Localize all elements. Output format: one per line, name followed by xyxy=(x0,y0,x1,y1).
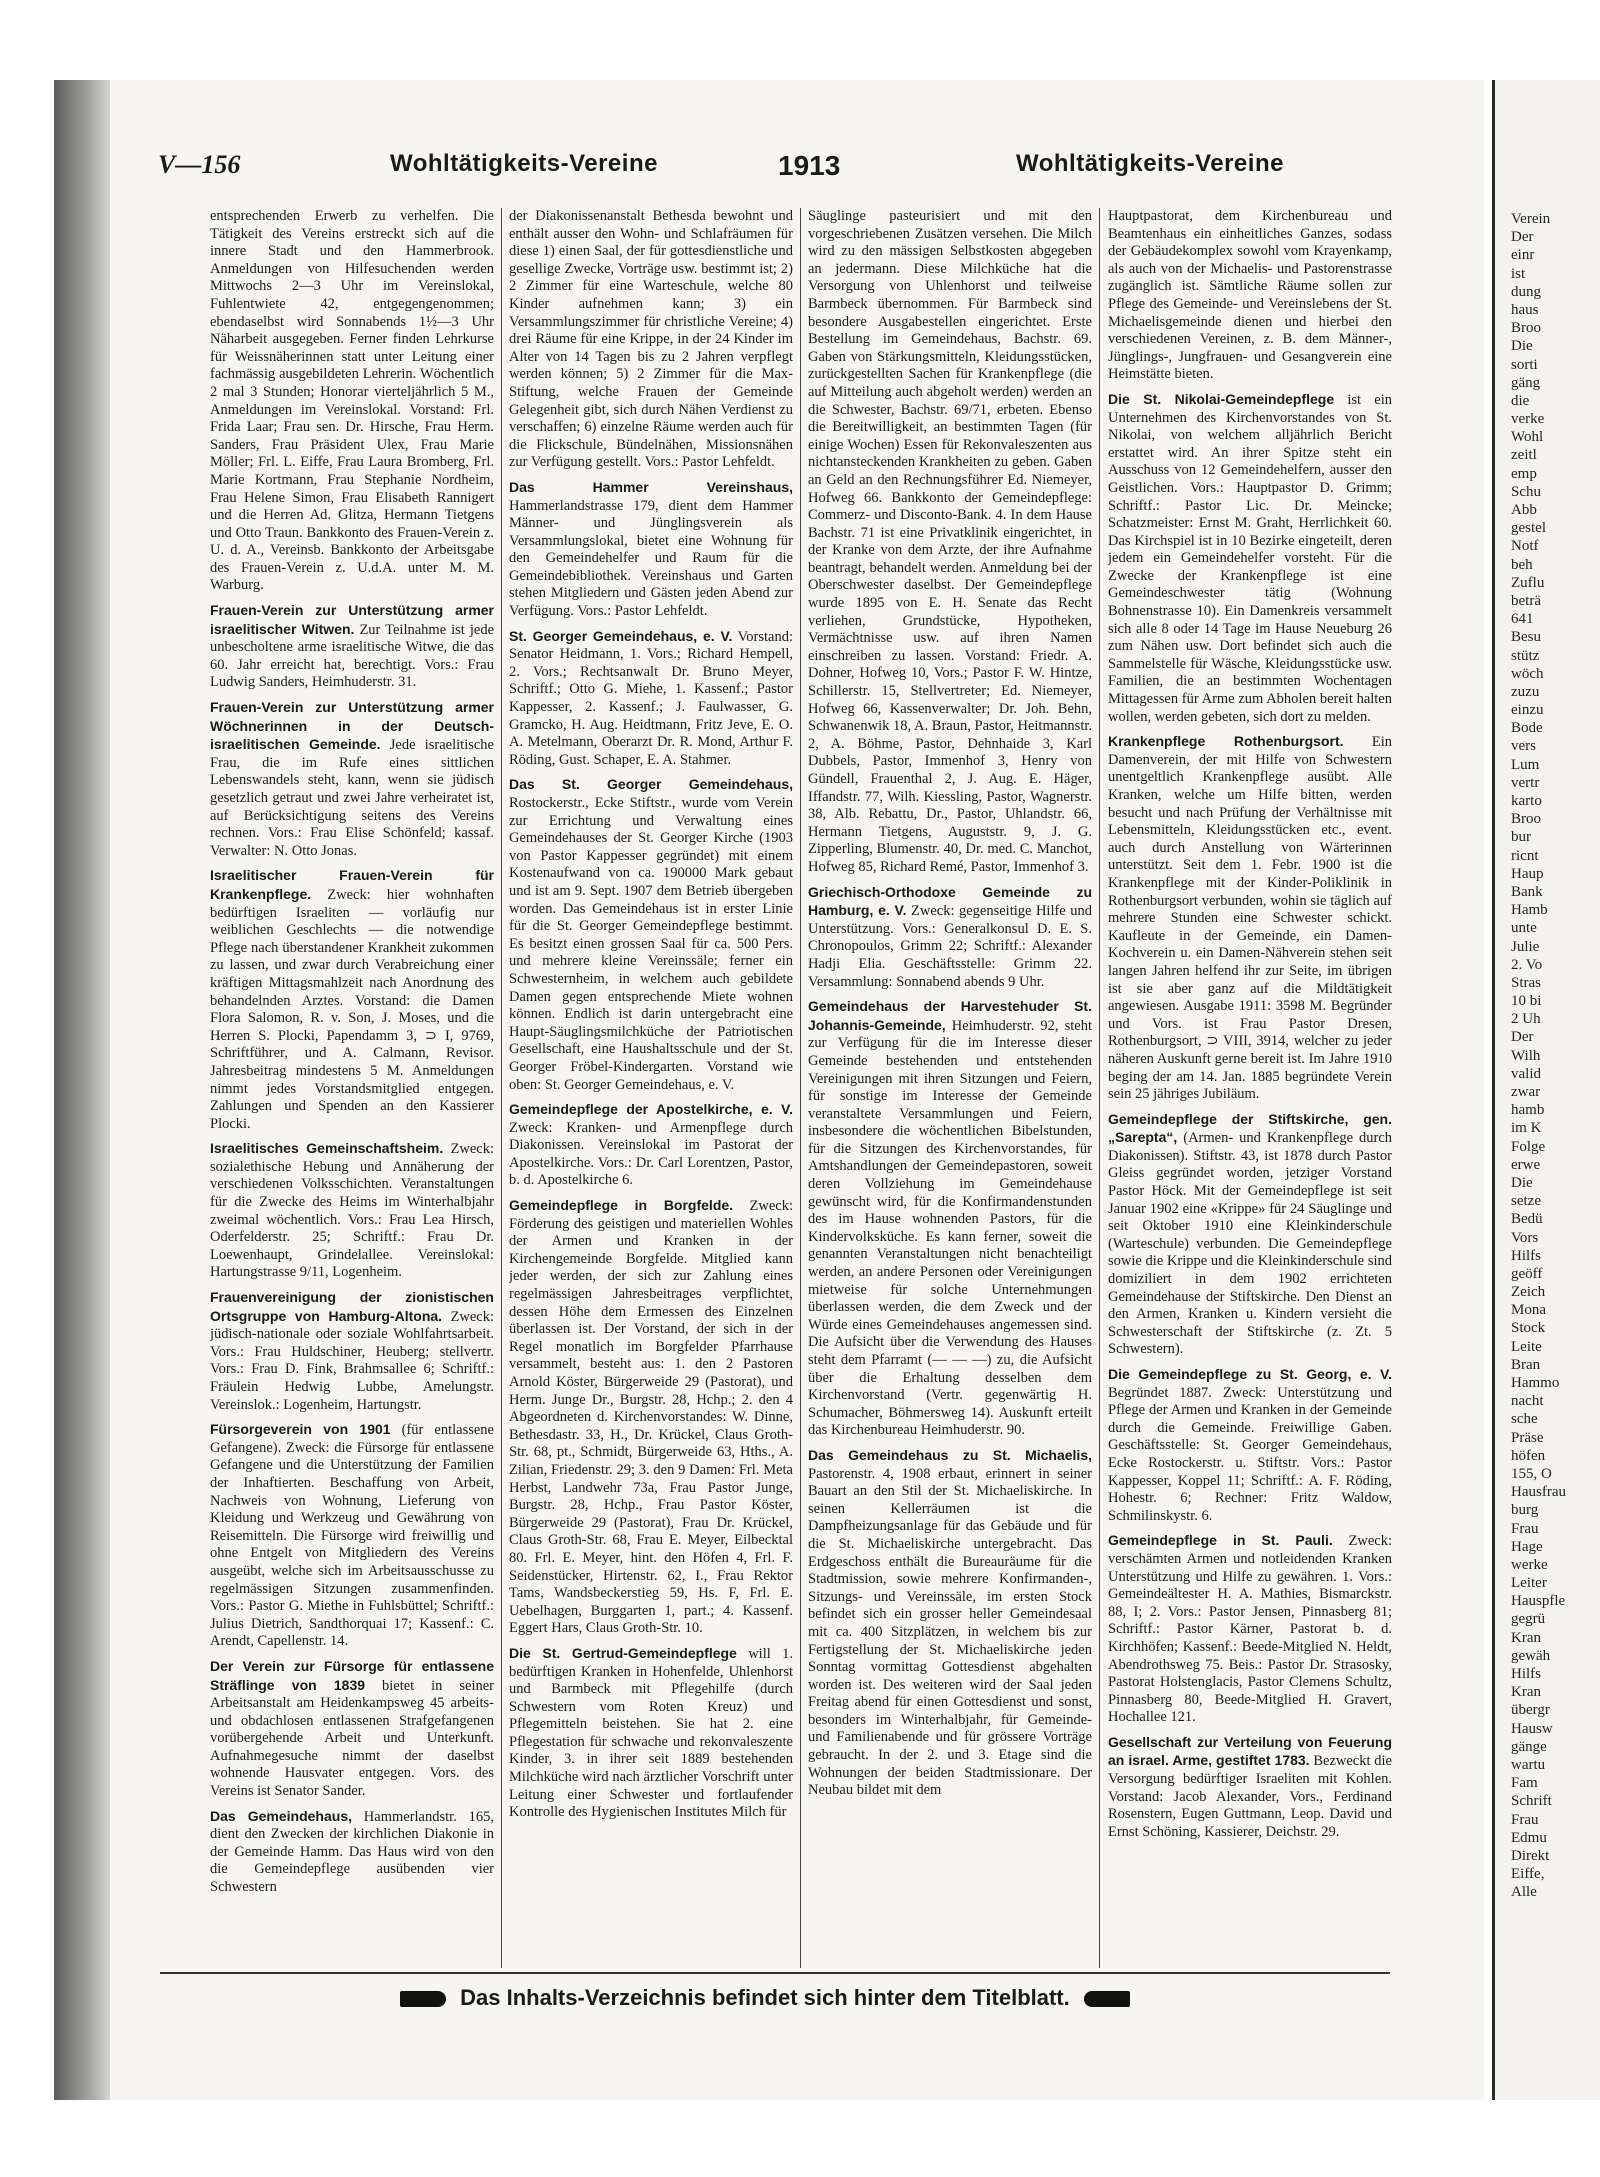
adjacent-page-fragment: Leiter xyxy=(1511,1575,1547,1592)
adjacent-page-fragment: Notf xyxy=(1511,538,1539,555)
entry-name: Gemeindepflege der Stiftskirche, gen. „Sarepta“, xyxy=(1108,1110,1392,1146)
entry-text: Zweck: Förderung des geistigen und materiellen Wohles der Armen und Kranken in der Kirchengemeinde Borgfelde. Mitglied kann jeder werden, der sich zur Zahlung eines regelmässigen Jahresbeitrages verpflichtet, dessen Höhe dem Ermessen des Einzelnen überlassen ist. Der Vorstand, der sich in der Regel monatlich im Borgfelder Pfarrhause versammelt, besteht aus: 1. den 2 Pastoren Arnold Köster, Bürgerweide 29 (Pastorat), und Herm. Junge Dr., Burgstr. 28, Hchp.; 2. den 4 Abgeordneten d. Kirchenvorstandes: W. Dinne, Bethesdastr. 33, H., Dr. Krückel, Claus Groth-Str. 68, pt., Schmidt, Bürgerweide 63, Hths., A. Zilian, Friedenstr. 29; 3. den 9 Damen: Frl. Meta Herbst, Landwehr 73a, Frau Pastor Junge, Burgstr. 28, Hchp., Frau Pastor Köster, Bürgerweide 29 (Pastorat), Frau Dr. Krückel, Claus Groth-Str. 68, Frau E. Meyer, Eilbecktal 80. Frl. E. Meyer, hint. den Höfen 4, Frl. F. Seidenstücker, Hirtenstr. 62, I., Frau Rektor Tams, Wandsbeckerstieg 59, Hs. F, Frl. E. Uebelhagen, Burggarten 1, part.; 4. Kassenf. Eggert Hars, Claus Groth-Str. 10. xyxy=(509,1198,793,1637)
entry-text: Zweck: hier wohnhaften bedürftigen Israeliten — vorläufig nur weiblichen Geschlechts — die notwendige Pflege nach überstandener Krankheit zukommen zu lassen, und zwar durch Verabreichung einer kräftigen Mittagsmahlzeit nach Anordnung des behandelnden Arztes. Vorstand: die Damen Flora Salomon, R. v. Son, J. Moses, und die Herren S. Plocki, Papendamm 3, ⊃ I, 9769, Schriftführer, und A. Calmann, Revisor. Jahresbeitrag mindestens 5 M. Anmeldungen nimmt jedes Vorstandsmitglied entgegen. Zahlungen und Spenden an den Kassierer Plocki. xyxy=(210,886,494,1132)
section-title-right: Wohltätigkeits-Vereine xyxy=(1016,150,1284,177)
adjacent-page-fragment: Der xyxy=(1511,229,1534,246)
adjacent-page-fragment: Stock xyxy=(1511,1320,1546,1337)
adjacent-page-fragment: Kran xyxy=(1511,1629,1541,1646)
adjacent-page-fragment: Besu xyxy=(1511,629,1541,646)
entry-name: Gemeindepflege in St. Pauli. xyxy=(1108,1532,1333,1549)
entry-text: Ein Damenverein, der mit Hilfe von Schwestern unentgeltlich Krankenpflege ausübt. Alle Kranken, welche um Hilfe bitten, werden besucht und nach Prüfung der Verhältnisse mit Lebensmitteln, Kleidungsstücken etc., event. auch durch Anstellung von Wärterinnen unterstützt. Seit dem 1. Febr. 1900 ist die Krankenpflege mit der Kinder-Poliklinik in Rothenburgsort verbunden, wohin sie täglich auf mehrere Stunden eine Schwester schickt. Kaufleute in der Gemeinde, ein Damen-Kochverein u. ein Damen-Nähverein stehen seit langen Jahren helfend ihr zur Seite, im übrigen ist sie aber ganz auf die Mildtätigkeit angewiesen. Ausgabe 1911: 3598 M. Begründer und Vors. ist Frau Pastor Dresen, Rothenburgsort, ⊃ VIII, 3914, welcher zu jeder näheren Auskunft gerne bereit ist. Im Jahre 1910 beging der am 14. Jan. 1885 begründete Verein sein 25 jähriges Jubiläum. xyxy=(1108,734,1392,1103)
entry-text: ist ein Unternehmen des Kirchenvorstandes von St. Nikolai, von welchem alljährlich Bericht erstattet wird. An ihrer Spitze steht ein Ausschuss von 12 Gemeindehelfern, ausser den Geistlichen. Vors.: Hauptpastor D. Grimm; Schriftf.: Pastor Lic. Dr. Meincke; Schatzmeister: Ernst M. Graht, Herrlichkeit 60. Das Kirchspiel ist in 10 Bezirke eingeteilt, deren jedem ein Gemeindehelfer vorsteht. Für die Zwecke der Krankenpflege ist eine Gemeindeschwester tätig (Wohnung Bohnenstrasse 10). Ein Damenkreis versammelt sich alle 8 oder 14 Tage im Hause Neueburg 26 zum Nähen usw. Dort befindet sich auch die Sammelstelle für Wäsche, Kleidungsstücke usw. Familien, die an bestimmten Wochentagen Mittagessen für Arme zum Abholen bereit halten wollen, werden gebeten, sich dort zu melden. xyxy=(1108,391,1392,725)
section-title-left: Wohltätigkeits-Vereine xyxy=(390,150,658,177)
footer-note xyxy=(400,1985,1130,2011)
footer-rule xyxy=(160,1972,1390,1974)
directory-entry xyxy=(1108,391,1392,726)
directory-entry xyxy=(210,1289,494,1414)
directory-entry xyxy=(210,1658,494,1801)
entry-name: Frauen-Verein zur Unterstützung armer Wöchnerinnen in der Deutsch-israelitischen Gemeinde. xyxy=(210,699,494,753)
adjacent-page-fragment: sche xyxy=(1511,1411,1538,1428)
adjacent-page-fragment: Hausfrau xyxy=(1511,1484,1566,1501)
adjacent-page-fragment: valid xyxy=(1511,1065,1541,1082)
entry-name: Die St. Gertrud-Gemeindepflege xyxy=(509,1644,737,1661)
entry-name: Krankenpflege Rothenburgsort. xyxy=(1108,733,1344,750)
adjacent-page-fragment: hamb xyxy=(1511,1102,1545,1119)
adjacent-page-fragment: wartu xyxy=(1511,1756,1546,1773)
adjacent-page-fragment: im K xyxy=(1511,1120,1542,1137)
directory-entry xyxy=(210,699,494,860)
adjacent-page-fragment: zwar xyxy=(1511,1084,1541,1100)
adjacent-page-fragment: Bedü xyxy=(1511,1211,1543,1228)
adjacent-page-fragment: beträ xyxy=(1511,592,1541,609)
column-2 xyxy=(509,208,793,1968)
adjacent-page-fragment: Hamb xyxy=(1511,902,1548,919)
directory-entry xyxy=(210,1808,494,1897)
directory-entry xyxy=(509,479,793,621)
adjacent-page-fragment: die xyxy=(1511,392,1530,409)
adjacent-page-fragment: Zuflu xyxy=(1511,574,1545,591)
adjacent-page-fragment: dung xyxy=(1511,283,1541,300)
adjacent-page-fragment: Verein xyxy=(1511,211,1551,227)
adjacent-page-fragment: Schu xyxy=(1511,483,1541,500)
adjacent-page-fragment: 10 bi xyxy=(1511,993,1542,1010)
entry-name: Gesellschaft zur Verteilung von Feuerung an israel. Arme, gestiftet 1783. xyxy=(1108,1733,1392,1769)
adjacent-page-fragment: gestel xyxy=(1511,520,1546,537)
directory-entry xyxy=(808,884,1092,992)
adjacent-page-fragment: Frau xyxy=(1511,1811,1539,1828)
directory-entry xyxy=(1108,208,1392,384)
entry-name: St. Georger Gemeindehaus, e. V. xyxy=(509,627,733,644)
adjacent-page-fragment: einzu xyxy=(1511,702,1544,719)
adjacent-page-fragment: Fam xyxy=(1511,1775,1538,1792)
column-1 xyxy=(210,208,494,1968)
adjacent-page-fragment: 2 Uh xyxy=(1511,1011,1541,1028)
entry-name: Die Gemeindepflege zu St. Georg, e. V. xyxy=(1108,1366,1392,1382)
entry-name: Gemeindehaus der Harvestehuder St. Johannis-Gemeinde, xyxy=(808,998,1092,1033)
adjacent-page-fragment: gegrü xyxy=(1511,1611,1546,1628)
book-binding-shadow xyxy=(54,80,110,2100)
directory-entry xyxy=(1108,1734,1392,1842)
adjacent-page-fragment: haus xyxy=(1511,301,1539,318)
adjacent-page-fragment: Edmu xyxy=(1511,1829,1547,1846)
adjacent-page-fragment: Präse xyxy=(1511,1429,1544,1446)
entry-text: der Diakonissenanstalt Bethesda bewohnt und enthält ausser den Wohn- und Schlafräumen für diese 1) einen Saal, der für gottesdienstliche und gesellige Zwecke, Vorträge usw. bestimmt ist; 2) 2 Zimmer für eine Warteschule, welche 80 Kinder aufnehmen kann; 3) ein Versammlungszimmer für christliche Vereine; 4) drei Räume für eine Krippe, in der 24 Kinder im Alter von 14 Tagen bis zu 2 Jahren verpflegt werden können; 5) 2 Zimmer für die Max-Stiftung, welche Frauen der Gemeinde Gelegenheit gibt, sich durch Nähen Verdienst zu verschaffen; 6) einzelne Räume werden auch für die Flickschule, Bündelnähen, Missionsnähen zur Verfügung gestellt. Vors.: Pastor Lehfeldt. xyxy=(509,208,793,471)
adjacent-page-fragment: Mona xyxy=(1511,1302,1546,1319)
adjacent-page-fragment: Lum xyxy=(1511,756,1540,773)
adjacent-page-fragment: Vors xyxy=(1511,1229,1539,1246)
adjacent-page-fragment: Zeich xyxy=(1511,1284,1546,1301)
adjacent-page-fragment: Haup xyxy=(1511,865,1544,882)
adjacent-page-fragment: Broo xyxy=(1511,811,1541,828)
adjacent-page-fragment: Frau xyxy=(1511,1520,1539,1537)
column-3 xyxy=(808,208,1092,1968)
adjacent-page-fragment: stütz xyxy=(1511,647,1540,664)
column-divider xyxy=(800,208,801,1968)
entry-text: Zweck: Kranken- und Armenpflege durch Diakonissen. Vereinslokal im Pastorat der Apostelkirche. Vors.: Dr. Carl Lorentzen, Pastor, b. d. Apostelkirche 6. xyxy=(509,1119,793,1189)
directory-entry xyxy=(210,867,494,1133)
adjacent-page-fragment: Hilfs xyxy=(1511,1247,1541,1264)
adjacent-page-fragment: sorti xyxy=(1511,356,1538,373)
entry-text: Begründet 1887. Zweck: Unterstützung und Pflege der Armen und Kranken in der Gemeinde durch die Gemeinde. Freiwillige Gaben. Geschäftsstelle: St. Georger Gemeindehaus, Ecke Rostockerstr. u. Stiftstr. Vors.: Pastor Kappesser, Koppel 11; Schriftf.: A. F. Röding, Hohestr. 6; Rechner: Fritz Waldow, Schmilinskystr. 6. xyxy=(1108,1384,1392,1524)
adjacent-page-fragment: gäng xyxy=(1511,374,1541,391)
entry-name: Frauen-Verein zur Unterstützung armer israelitischer Witwen. xyxy=(210,602,494,637)
adjacent-page-fragment: Hammo xyxy=(1511,1375,1560,1391)
adjacent-page-fragment: vertr xyxy=(1511,774,1540,791)
entry-text: Jede israelitische Frau, die im Rufe eines sittlichen Lebenswandels steht, kann, wenn sie jüdisch gesetzlich getraut und zwei Jahre verheiratet ist, auf Berücksichtigung seitens des Vereins rechnen. Vors.: Frau Elise Schönfeld; kassaf. Verwalter: N. Otto Jonas. xyxy=(210,737,494,859)
entry-name: Die St. Nikolai-Gemeindepflege xyxy=(1108,390,1335,407)
entry-text: Zweck: gegenseitige Hilfe und Unterstützung. Vors.: Generalkonsul D. E. S. Chronopoulos, Grimm 22; Schriftf.: Alexander Hadji Elia. Geschäftsstelle: Grimm 22. Versammlung: Sonnabend abends 9 Uhr. xyxy=(808,903,1092,990)
entry-name: Israelitisches Gemeinschaftsheim. xyxy=(210,1140,444,1157)
directory-entry xyxy=(509,1197,793,1638)
entry-text: Vorstand: Senator Heidmann, 1. Vors.; Richard Hempell, 2. Vors.; Rechtsanwalt Dr. Bruno Meyer, Schriftf.; Otto G. Miehe, 1. Kassenf.; Pastor Kappesser, 2. Kassenf.; J. Faulwasser, G. Gramcko, H. Aug. Heidtmann, Fritz Jeve, E. O. A. Metelmann, Oberarzt Dr. R. Mond, Arthur F. Röding, Gust. Schaper, E. A. Stahmer. xyxy=(509,628,793,768)
entry-text: Zweck: verschämten Armen und notleidenden Kranken Unterstützung und Hilfe zu gewähren. 1. Vors.: Gemeindeältester H. A. Mathies, Bismarckstr. 88, I; 2. Vors.: Pastor Jensen, Pinnasberg 81; Schriftf.: Pastor Kärner, Pastorat b. d. Kirchhöfen; Kassenf.: Beede-Mitglied N. Heldt, Abendrothsweg 75. Beis.: Pastor Dr. Strasosky, Pastorat Holstenglacis, Pastor Clemens Schultz, Pinnasberg 80, Beede-Mitglied H. Gravert, Hochallee 121. xyxy=(1108,1533,1392,1726)
adjacent-page-fragment: 2. Vo xyxy=(1511,956,1543,973)
adjacent-page-fragment: bur xyxy=(1511,829,1531,846)
entry-text: (für entlassene Gefangene). Zweck: die Fürsorge für entlassene Gefangene und die Unterstützung der Familien der Inhaftierten. Beschaffung von Arbeit, Nachweis von Wohnung, Lieferung von Kleidung und Werkzeug und Gewährung von Reisemitteln. Die Fürsorge wird freiwillig und ohne Entgelt von Mitgliedern des Vereins ausgeübt, welche sich im Arbeitsausschusse zu regelmässigen Sitzungen zusammenfinden. Vors.: Pastor G. Miethe in Fuhlsbüttel; Schriftf.: Julius Dietrich, Sandthorquai 17; Kassenf.: C. Arendt, Capellenstr. 14. xyxy=(210,1422,494,1650)
adjacent-page-fragment: setze xyxy=(1511,1193,1541,1210)
adjacent-page-fragment: vers xyxy=(1511,738,1536,755)
adjacent-page-fragment: ist xyxy=(1511,265,1526,282)
adjacent-page-fragment: 155, O xyxy=(1511,1465,1552,1482)
adjacent-page-fragment: einr xyxy=(1511,247,1535,264)
adjacent-page-fragment: zuzu xyxy=(1511,683,1540,700)
adjacent-page-fragment: Alle xyxy=(1511,1884,1537,1901)
adjacent-page-fragment: Stras xyxy=(1511,974,1541,991)
entry-text: Pastorenstr. 4, 1908 erbaut, erinnert in seiner Bauart an den Stil der St. Michaeliskirche. In seinen Kellerräumen ist die Dampfheizungsanlage für das Gebäude und für die St. Michaeliskirche untergebracht. Das Erdgeschoss enthält die Bureauräume für die Stadtmission, sowie mehrere Konfirmanden-, Sitzungs- und Vereinssäle, im ersten Stock befindet sich ein grosser heller Gemeindesaal mit ca. 400 Sitzplätzen, in welchem bis zur Fertigstellung der St. Michaeliskirche jeden Sonntag vormittag Gottesdienst abgehalten worden ist. Des weiteren wird der Saal jeden Freitag abend für einen Gottesdienst und sonst, besonders im Winterhalbjahr, für Gemeinde- und Familienabende und für grössere Vorträge gebraucht. In der 2. und 3. Etage sind die Wohnungen der beiden Stadtmissionare. Der Neubau bildet mit dem xyxy=(808,1465,1092,1799)
adjacent-page-fragment: 641 xyxy=(1511,611,1534,628)
column-4 xyxy=(1108,208,1392,1968)
adjacent-page-fragment: Wohl xyxy=(1511,429,1544,446)
entry-text: Heimhuderstr. 92, steht zur Verfügung für die im Interesse dieser Gemeinde bestehenden und entstehenden Vereinigungen mit ihren Sitzungen und Feiern, für sonstige im Interesse der Gemeinde veranstaltete Versammlungen und Feiern, insbesondere die wöchentlichen Bibelstunden, für die Sitzungen des Kirchenvorstandes, für Amtshandlungen der Gemeindepastoren, soweit deren Vollziehung im Gemeindehause gewünscht wird, für die Konfirmandenstunden des im Hause wohnenden Pastors, für die Kindervolksküche. Es kann ferner, soweit die genannten Veranstaltungen nicht benachteiligt werden, an andere Personen oder Vereinigungen mietweise für solche Unternehmungen überlassen werden, die dem Zweck und der Würde eines Gemeindehauses angemessen sind. Die Aufsicht über die Verwendung des Hauses steht dem Pfarramt (— — —) zu, die Aufsicht über die Erhaltung desselben dem Kirchenvorstand (Vertr. gegenwärtig H. Schumacher, Böhmersweg 14). Auskunft erteilt das Kirchenbureau Heimhuderstr. 90. xyxy=(808,1017,1092,1439)
entry-name: Frauenvereinigung der zionistischen Ortsgruppe von Hamburg-Altona. xyxy=(210,1289,494,1324)
adjacent-page-fragment: emp xyxy=(1511,465,1537,482)
directory-entry xyxy=(210,1140,494,1282)
adjacent-page-fragments xyxy=(1495,80,1600,1901)
directory-entry xyxy=(1108,1111,1392,1359)
adjacent-page-fragment: Hilfs xyxy=(1511,1666,1541,1682)
adjacent-page-fragment: Leite xyxy=(1511,1338,1542,1355)
adjacent-page-fragment: Die xyxy=(1511,1174,1533,1191)
entry-name: Das Hammer Vereinshaus, xyxy=(509,478,793,495)
entry-text: (Armen- und Krankenpflege durch Diakonissen). Stiftstr. 43, ist 1878 durch Pastor Gleiss gegründet worden, jetziger Vorstand Pastor Höck. Mit der Gemeindepflege ist seit Januar 1902 eine «Krippe» für 24 Säuglinge und seit Oktober 1910 eine Kleinkinderschule (Warteschule) verbunden. Die Gemeindepflege sowie die Krippe und die Kleinkinderschule sind domiziliert in dem 1902 errichteten Gemeindehause der Stiftskirche. Den Dienst an den Armen, Kranken u. Kindern versieht die Schwesterschaft der Stiftskirche (z. Zt. 5 Schwestern). xyxy=(1108,1130,1392,1358)
entry-text: Säuglinge pasteurisiert und mit den vorgeschriebenen Zusätzen versehen. Die Milch wird zu den mässigen Selbstkosten abgegeben an jedermann. Diese Milchküche hat die Versorgung von Uhlenhorst und teilweise Barmbeck übernommen. Für Barmbeck sind besondere Ausgabestellen eingerichtet. Erste Bestellung im Gemeindehaus, Bachstr. 69. Gaben von Stärkungsmitteln, Kleidungsstücken, zurückgestellten Sachen für Krankenpflege (die auf Mitteilung auch abgeholt werden) werden an die Schwester, Bachstr. 69/71, erbeten. Ebenso die Bereitwilligkeit, an bestimmten Tagen (für einige Wochen) Essen für Rekonvaleszenten aus nichtansteckenden Krankheiten zu geben. Gaben an Geld an den Rechnungsführer Ed. Niemeyer, Hofweg 66. Bankkonto der Gemeindepflege: Commerz- und Disconto-Bank. 4. In dem Hause Bachstr. 71 ist eine Privatklinik eingerichtet, in der Kranke von dem Arzte, der ihre Aufnahme beantragt, behandelt werden. Anmeldung bei der Oberschwester daselbst. Der Gemeindepflege wurde 1895 von E. H. Senate das Recht verliehen, Grundstücke, Hypotheken, Vermächtnisse usw. auf ihren Namen einschreiben zu lassen. Vorstand: Friedr. A. Dohner, Hofweg 10, Vors.; Pastor F. W. Hintze, Schillerstr. 15, Stellvertreter; Ed. Niemeyer, Hofweg 66, Kassenverwalter; Dr. Joh. Behn, Schwanenwik 18, A. Braun, Pastor, Heitmannstr. 2, A. Böhme, Pastor, Dehnhaide 3, Karl Dubbels, Pastor, Immenhof 3, Henry von Gündell, Frauenthal 2, J. Aug. E. Häger, Iffandstr. 77, Wilh. Kiessling, Pastor, Wagnerstr. 38, Alb. Rebattu, Dr., Pastor, Uhlandstr. 66, Hermann Tietgens, Auguststr. 9, J. G. Zipperling, Blumenstr. 40, Dr. med. C. Manchot, Hofweg 85, Richard Remé, Pastor, Immenhof 3. xyxy=(808,208,1092,875)
adjacent-page-fragment: höfen xyxy=(1511,1447,1546,1464)
adjacent-page-fragment: Wilh xyxy=(1511,1047,1541,1064)
adjacent-page-fragment: wöch xyxy=(1511,665,1544,682)
adjacent-page-fragment: Direkt xyxy=(1511,1847,1550,1864)
adjacent-page-fragment: burg xyxy=(1511,1502,1539,1519)
directory-entry xyxy=(808,1447,1092,1800)
directory-entry xyxy=(808,998,1092,1440)
entry-text: Rostockerstr., Ecke Stiftstr., wurde vom Verein zur Errichtung und Verwaltung eines Gemeindehauses der St. Georger Kirche (1903 von Pastor Kappesser gegründet) mit einem Kostenaufwand von ca. 190000 Mark gebaut und ist am 9. Sept. 1907 dem Betrieb übergeben worden. Das Gemeindehaus ist in erster Linie für die St. Georger Gemeindepflege bestimmt. Es besitzt einen grossen Saal für ca. 500 Pers. und mehrere kleine Vereinssäle; ferner ein Schwesternheim, in welchem auch gebildete Damen gegen entsprechende Miete wohnen können. Endlich ist darin untergebracht eine Haupt-Säuglingsmilchküche der Patriotischen Gesellschaft, eine Haushaltsschule und der St. Georger Fröbel-Kindergarten. Vorstand wie oben: St. Georger Gemeindehaus, e. V. xyxy=(509,795,793,1093)
adjacent-page-fragment: Broo xyxy=(1511,320,1541,337)
adjacent-page-fragment: werke xyxy=(1511,1556,1548,1573)
directory-entry xyxy=(509,1101,793,1190)
directory-entry xyxy=(210,602,494,692)
directory-entry xyxy=(509,1645,793,1822)
directory-entry xyxy=(509,208,793,472)
entry-text: bietet in seiner Arbeitsanstalt am Heidenkampsweg 45 arbeits- und obdachlosen entlassenen Strafgefangenen vorübergehende Arbeit und Unterkunft. Aufnahmegesuche nimmt der daselbst wohnende Hausvater entgegen. Vors. des Vereins ist Senator Sander. xyxy=(210,1677,494,1800)
footer-text: Das Inhalts-Verzeichnis befindet sich hinter dem Titelblatt. xyxy=(460,1985,1070,2010)
directory-entry xyxy=(1108,1532,1392,1727)
directory-entry xyxy=(808,208,1092,877)
entry-text: Hauptpastorat, dem Kirchenbureau und Beamtenhaus ein einheitliches Ganzes, sodass der Gebäudekomplex sowohl vom Krayenkamp, als auch von der Michaelis- und Pastorenstrasse zugänglich ist. Sämtliche Räume sollen zur Pflege des Gemeinde- und Vereinslebens der St. Michaelisgemeinde dienen und hierbei den verschiedenen Vereinen, z. B. dem Männer-, Jünglings-, Jungfrauen- und Gesangverein eine Heimstätte bieten. xyxy=(1108,208,1392,383)
adjacent-page-edge xyxy=(1492,80,1600,2100)
adjacent-page-fragment: karto xyxy=(1511,793,1542,809)
adjacent-page-fragment: Eiffe, xyxy=(1511,1866,1545,1883)
adjacent-page-fragment: ricnt xyxy=(1511,847,1539,864)
adjacent-page-fragment: unte xyxy=(1511,920,1537,937)
entry-name: Israelitischer Frauen-Verein für Krankenpflege. xyxy=(210,867,494,902)
entry-name: Gemeindepflege in Borgfelde. xyxy=(509,1197,734,1214)
directory-entry xyxy=(509,776,793,1094)
adjacent-page-fragment: Hauspfle xyxy=(1511,1593,1566,1610)
text-columns xyxy=(210,208,1392,1968)
directory-entry xyxy=(509,628,793,770)
adjacent-page-fragment: übergr xyxy=(1511,1702,1550,1719)
entry-text: Zur Teilnahme ist jede unbescholtene arme israelitische Witwe, die das 60. Jahr erreicht hat, berechtigt. Vors.: Frau Ludwig Sanders, Heimhuderstr. 31. xyxy=(210,621,494,691)
entry-text: entsprechenden Erwerb zu verhelfen. Die Tätigkeit des Vereins erstreckt sich auf die innere Stadt und den Hammerbrook. Anmeldungen von Hilfesuchenden werden Mittwochs 2—3 Uhr im Vereinslokal, Fuhlentwiete 42, entgegengenommen; ebendaselbst wird Sonnabends 1½—3 Uhr Näharbeit ausgegeben. Ferner finden Lehrkurse für Weissnäherinnen statt unter Leitung einer fachmässig ausgebildeten Lehrerin. Wöchentlich 2 mal 3 Stunden; Honorar vierteljährlich 5 M., Anmeldungen im Vereinslokal. Vorstand: Frl. Frida Laar; Frau sen. Dr. Hirsche, Frau Herm. Sanders, Frau Präsident Ulex, Frau Marie Möller; Frl. L. Eiffe, Frau Laura Bromberg, Frl. Marie Kortmann, Frau Stephanie Nordheim, Frau Helene Simon, Frau Elisabeth Rannigert und die Herren Ad. Glitza, Hermann Tietgens und Otto Traun. Bankkonto des Frauen-Verein z. U. d. A., Vereinsb. Bankkonto der Arbeitsgabe des Frauen-Verein z. U.d.A. unter M. M. Warburg. xyxy=(210,208,494,594)
entry-name: Das Gemeindehaus, xyxy=(210,1807,352,1824)
adjacent-page-fragment: zeitl xyxy=(1511,447,1537,464)
adjacent-page-fragment: Hage xyxy=(1511,1538,1543,1555)
entry-text: will 1. bedürftigen Kranken in Hohenfelde, Uhlenhorst und Barmbeck mit Pflegehilfe (durch Schwestern vom Roten Kreuz) und Pflegemitteln beistehen. Sie hat 2. eine Pflegestation für schwache und rekonvaleszente Kinder, 3. in ihrer seit 1889 bestehenden Milchküche wird nach ärztlicher Vorschrift unter Leitung einer Schwester und fortlaufender Kontrolle des Hygienischen Institutes Milch für xyxy=(509,1645,793,1821)
column-divider xyxy=(501,208,502,1968)
adjacent-page-fragment: Schrift xyxy=(1511,1793,1552,1810)
adjacent-page-fragment: Hausw xyxy=(1511,1720,1553,1737)
adjacent-page-fragment: Abb xyxy=(1511,502,1537,518)
adjacent-page-fragment: gewäh xyxy=(1511,1647,1551,1664)
adjacent-page-fragment: beh xyxy=(1511,556,1533,573)
running-header xyxy=(110,150,1484,194)
column-divider xyxy=(1099,208,1100,1968)
entry-text: Hammerlandstr. 165, dient den Zwecken der kirchlichen Diakonie in der Gemeinde Hamm. Das Haus wird von den die Gemeindepflege ausübenden vier Schwestern xyxy=(210,1808,494,1896)
entry-name: Gemeindepflege der Apostelkirche, e. V. xyxy=(509,1101,793,1118)
adjacent-page-fragment: erwe xyxy=(1511,1156,1541,1173)
adjacent-page-fragment: Bank xyxy=(1511,883,1543,900)
pointing-hand-icon xyxy=(1084,1991,1130,2007)
adjacent-page-fragment: verke xyxy=(1511,411,1545,428)
directory-entry xyxy=(210,1421,494,1651)
entry-name: Das St. Georger Gemeindehaus, xyxy=(509,776,793,793)
pointing-hand-icon xyxy=(400,1991,446,2007)
entry-text: Hammerlandstrasse 179, dient dem Hammer Männer- und Jünglingsverein als Versammlungslokal, bietet eine Wohnung für den Gemeindehelfer und Raum für die Gemeindebibliothek. Vereinshaus und Garten stehen Mitgliedern und Gästen jeden Abend zur Verfügung. Vors.: Pastor Lehfeldt. xyxy=(509,497,793,620)
directory-entry xyxy=(1108,1366,1392,1525)
entry-text: Zweck: jüdisch-nationale oder soziale Wohlfahrtsarbeit. Vors.: Frau Huldschiner, Heuberg; stellvertr. Vors.: Frau D. Fink, Brahmsallee 6; Schriftf.: Fräulein Hedwig Lubbe, Amelungstr. Vereinslok.: Logenheim, Hartungstr. xyxy=(210,1308,494,1413)
directory-entry xyxy=(1108,733,1392,1103)
entry-name: Fürsorgeverein von 1901 xyxy=(210,1421,391,1438)
adjacent-page-fragment: Julie xyxy=(1511,938,1540,955)
entry-text: Zweck: sozialethische Hebung und Annäherung der verschiedenen Volksschichten. Veranstaltungen für die Zwecke des Heims im Winterhalbjahr zweimal wöchentlich. Vors.: Frau Lea Hirsch, Oderfelderstr. 25; Schriftf.: Frau Dr. Loewenhaupt, Grindelallee. Vereinslokal: Hartungstrasse 9/11, Logenheim. xyxy=(210,1141,494,1281)
adjacent-page-fragment: Bode xyxy=(1511,720,1543,737)
adjacent-page-fragment: Der xyxy=(1511,1029,1534,1046)
year-label: 1913 xyxy=(778,150,841,181)
adjacent-page-fragment: geöff xyxy=(1511,1265,1543,1282)
entry-name: Der Verein zur Fürsorge für entlassene Sträflinge von 1839 xyxy=(210,1657,494,1693)
adjacent-page-fragment: Die xyxy=(1511,338,1533,355)
entry-text: Bezweckt die Versorgung bedürftiger Israeliten mit Kohlen. Vorstand: Jacob Alexander, Vors., Ferdinand Rosenstern, Eugen Guttmann, Leop. David und Ernst Schöning, Kassierer, Deichstr. 29. xyxy=(1108,1753,1392,1840)
adjacent-page-fragment: Folge xyxy=(1511,1138,1546,1155)
adjacent-page-fragment: gänge xyxy=(1511,1738,1547,1755)
adjacent-page-fragment: nacht xyxy=(1511,1393,1544,1410)
entry-name: Das Gemeindehaus zu St. Michaelis, xyxy=(808,1446,1092,1463)
page-number: V—156 xyxy=(158,150,241,179)
adjacent-page-fragment: Kran xyxy=(1511,1684,1541,1701)
adjacent-page-fragment: Bran xyxy=(1511,1356,1541,1373)
entry-name: Griechisch-Orthodoxe Gemeinde zu Hamburg, e. V. xyxy=(808,883,1092,919)
directory-entry xyxy=(210,208,494,595)
